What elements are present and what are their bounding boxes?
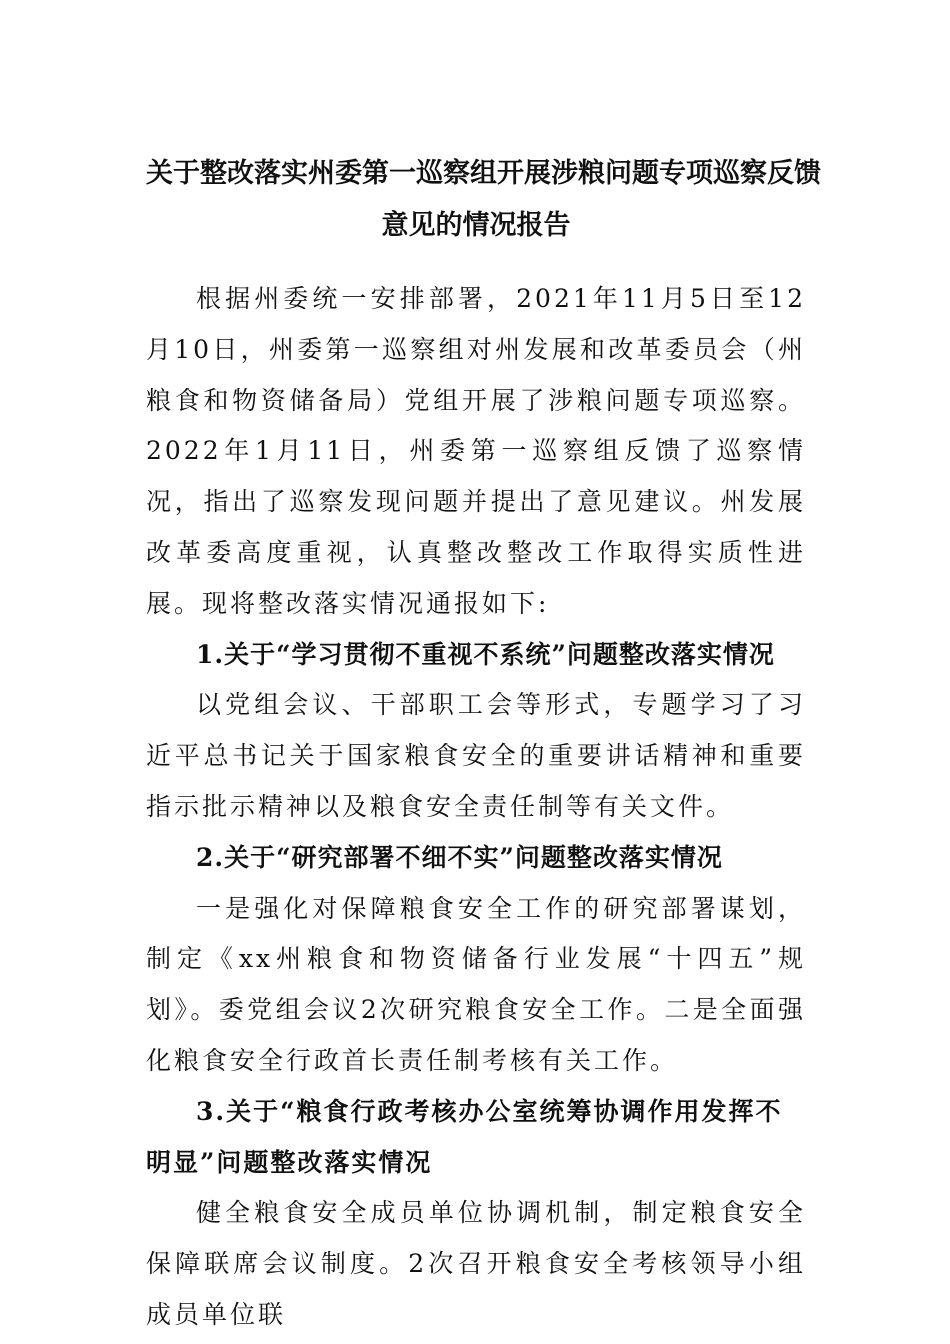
section-3-heading: 3.关于“粮食行政考核办公室统筹协调作用发挥不明显”问题整改落实情况 bbox=[146, 1096, 783, 1177]
title-line-2: 意见的情况报告 bbox=[381, 210, 571, 241]
document-title bbox=[146, 148, 821, 252]
section-2-heading: 2.关于“研究部署不细不实”问题整改落实情况 bbox=[196, 842, 723, 872]
section-1-body: 以党组会议、干部职工会等形式，专题学习了习近平总书记关于国家粮食安全的重要讲话精神和重要指示批示精神以及粮食安全责任制等有关文件。 bbox=[146, 690, 806, 821]
section-1-heading: 1.关于“学习贯彻不重视不系统”问题整改落实情况 bbox=[196, 639, 775, 669]
intro-paragraph: 根据州委统一安排部署，2021年11月5日至12月10日，州委第一巡察组对州发展和改革委员会（州粮食和物资储备局）党组开展了涉粮问题专项巡察。2022年1月11日，州委第一巡察组反馈了巡察情况，指出了巡察发现问题并提出了意见建议。州发展改革委高度重视，认真整改整改工作取得实质性进展。现将整改落实情况通报如下: bbox=[146, 284, 806, 618]
title-line-1: 关于整改落实州委第一巡察组开展涉粮问题专项巡察反馈 bbox=[146, 158, 821, 189]
document-page bbox=[146, 148, 821, 1341]
section-3-body: 健全粮食安全成员单位协调机制，制定粮食安全保障联席会议制度。2次召开粮食安全考核领导小组成员单位联 bbox=[146, 1198, 806, 1329]
section-2-body: 一是强化对保障粮食安全工作的研究部署谋划，制定《xx州粮食和物资储备行业发展“十四五”规划》。委党组会议2次研究粮食安全工作。二是全面强化粮食安全行政首长责任制考核有关工作。 bbox=[146, 893, 806, 1075]
